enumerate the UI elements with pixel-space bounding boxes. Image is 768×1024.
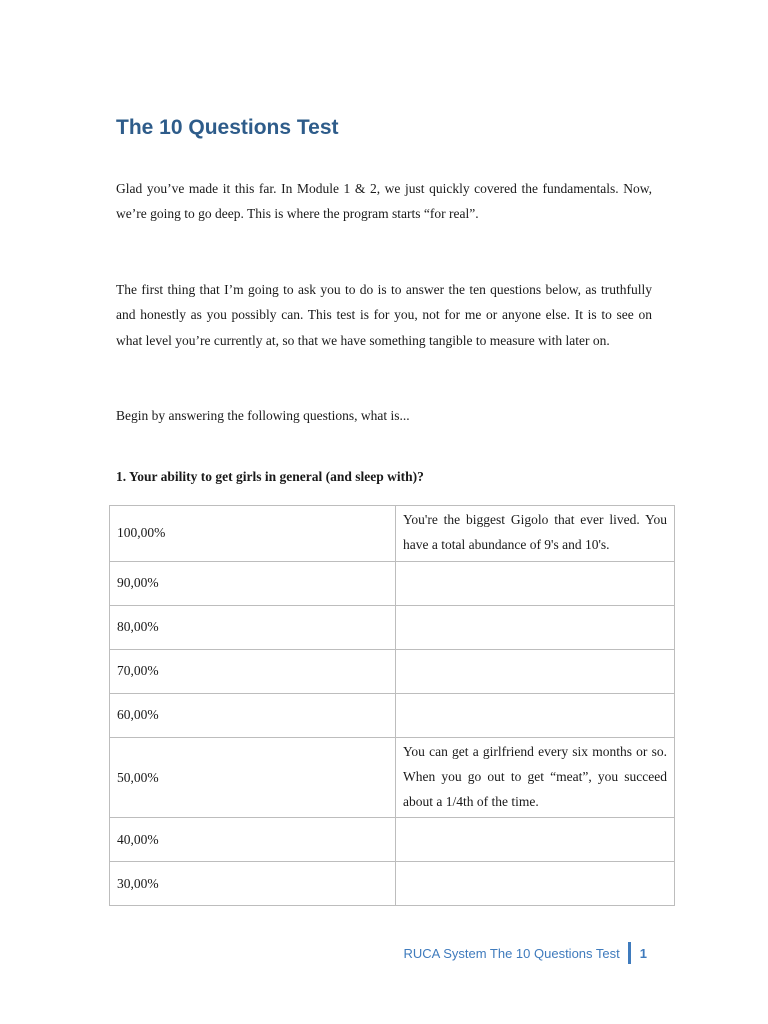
table-row [110, 561, 675, 605]
instructions-paragraph: The first thing that I’m going to ask you to do is to answer the ten questions below, as truthfully and honestly as you possibly can. This test is for you, not for me or anyone else. It is to see on what level you’re currently at, so that we have something tangible to measure with later on. [116, 282, 652, 348]
description-cell [396, 862, 675, 906]
description-cell: You're the biggest Gigolo that ever lived. You have a total abundance of 9's and 10's. [396, 506, 675, 562]
page-footer [403, 942, 647, 964]
page-title: The 10 Questions Test [116, 116, 339, 139]
table-row [110, 693, 675, 737]
level-cell: 30,00% [110, 862, 396, 906]
level-cell: 90,00% [110, 561, 396, 605]
description-cell [396, 818, 675, 862]
question-1-heading: 1. Your ability to get girls in general (and sleep with)? [116, 469, 424, 484]
table-row [110, 737, 675, 818]
level-cell: 100,00% [110, 506, 396, 562]
table-row [110, 862, 675, 906]
footer-divider [628, 942, 631, 964]
table-row [110, 818, 675, 862]
description-cell [396, 605, 675, 649]
footer-title: RUCA System The 10 Questions Test [403, 945, 620, 961]
level-cell: 70,00% [110, 649, 396, 693]
description-cell: You can get a girlfriend every six months or so. When you go out to get “meat”, you succeed about a 1/4th of the time. [396, 737, 675, 818]
level-cell: 50,00% [110, 737, 396, 818]
description-cell [396, 561, 675, 605]
table-row [110, 506, 675, 562]
page-number: 1 [639, 945, 647, 961]
question-1-scale-table [109, 505, 675, 906]
begin-paragraph: Begin by answering the following questions, what is... [116, 408, 410, 423]
intro-paragraph: Glad you’ve made it this far. In Module 1 & 2, we just quickly covered the fundamentals. Now, we’re going to go deep. This is where the program starts “for real”. [116, 181, 652, 222]
description-cell [396, 693, 675, 737]
description-cell [396, 649, 675, 693]
level-cell: 60,00% [110, 693, 396, 737]
table-row [110, 649, 675, 693]
table-row [110, 605, 675, 649]
level-cell: 80,00% [110, 605, 396, 649]
level-cell: 40,00% [110, 818, 396, 862]
